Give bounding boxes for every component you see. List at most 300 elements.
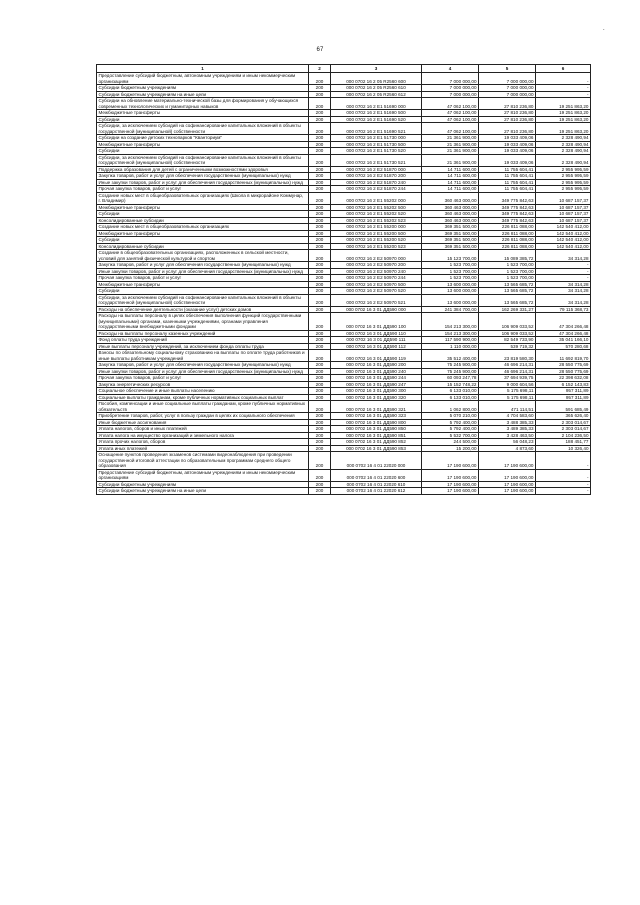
row-line-code-cell: 200: [309, 116, 331, 123]
row-name-cell: Предоставление субсидий бюджетным, автономным учреждениям и иным некоммерческим организациям: [97, 73, 309, 85]
table-row: [97, 250, 591, 262]
row-name-cell: Предоставление субсидий бюджетным, автономным учреждениям и иным некоммерческим организациям: [97, 469, 309, 481]
row-executed-cell: 27 810 236,80: [479, 110, 536, 117]
row-name-cell: Уплата прочих налогов, сборов: [97, 439, 309, 446]
row-approved-cell: 15 200,00: [422, 445, 479, 452]
row-executed-cell: 27 810 236,80: [479, 123, 536, 135]
row-line-code-cell: 200: [309, 288, 331, 295]
row-approved-cell: 154 213 300,00: [422, 313, 479, 331]
row-budget-code-cell: 000 0702 16 2 E2 50970 200: [331, 262, 422, 269]
row-executed-cell: 82 549 733,90: [479, 337, 536, 344]
row-executed-cell: 349 775 842,63: [479, 204, 536, 211]
row-line-code-cell: 200: [309, 237, 331, 244]
table-row: [97, 488, 591, 495]
row-line-code-cell: 200: [309, 98, 331, 110]
row-unexecuted-cell: 570 280,68: [536, 343, 591, 350]
row-name-cell: Расходы на выплаты персоналу казенных учреждений: [97, 330, 309, 337]
row-approved-cell: 1 523 700,00: [422, 262, 479, 269]
row-unexecuted-cell: 2 328 490,94: [536, 135, 591, 142]
column-header-budget-code: 3: [331, 65, 422, 73]
row-unexecuted-cell: 34 314,28: [536, 288, 591, 295]
row-executed-cell: 23 819 580,30: [479, 350, 536, 362]
row-approved-cell: 6 133 010,00: [422, 394, 479, 401]
row-budget-code-cell: 000 0702 16 2 E2 50970 520: [331, 288, 422, 295]
row-budget-code-cell: 000 0702 16 2 E1 55200 000: [331, 224, 422, 231]
row-executed-cell: 349 775 842,63: [479, 217, 536, 224]
row-line-code-cell: 200: [309, 306, 331, 313]
row-unexecuted-cell: 142 540 412,00: [536, 224, 591, 231]
row-approved-cell: 47 062 100,00: [422, 98, 479, 110]
row-name-cell: Уплата иных платежей: [97, 445, 309, 452]
row-line-code-cell: 200: [309, 313, 331, 331]
table-row: [97, 452, 591, 470]
row-unexecuted-cell: 10 687 157,37: [536, 211, 591, 218]
row-executed-cell: 162 269 331,27: [479, 306, 536, 313]
table-body: [97, 73, 591, 495]
row-unexecuted-cell: -: [536, 452, 591, 470]
row-unexecuted-cell: -: [536, 481, 591, 488]
row-approved-cell: 7 000 000,00: [422, 85, 479, 92]
row-budget-code-cell: 000 0702 16 3 01 ДД590 320: [331, 394, 422, 401]
row-name-cell: Расходы на выплаты персоналу в целях обеспечения выполнения функций государственными (муниципальными) органами, казенными учреждениями, органами управления государственными внебюджетными фондами: [97, 313, 309, 331]
row-name-cell: Субсидии: [97, 237, 309, 244]
row-budget-code-cell: 000 0702 16 2 E1 51690 520: [331, 116, 422, 123]
row-line-code-cell: 200: [309, 481, 331, 488]
row-budget-code-cell: 000 0702 16 3 01 ДД590 111: [331, 337, 422, 344]
row-executed-cell: 11 755 604,41: [479, 186, 536, 193]
row-approved-cell: 13 600 000,00: [422, 288, 479, 295]
table-row: [97, 350, 591, 362]
row-line-code-cell: 200: [309, 85, 331, 92]
row-budget-code-cell: 000 0702 16 4 01 22020 612: [331, 488, 422, 495]
row-line-code-cell: 200: [309, 148, 331, 155]
row-line-code-cell: 200: [309, 179, 331, 186]
row-approved-cell: 47 062 100,00: [422, 123, 479, 135]
row-line-code-cell: 200: [309, 343, 331, 350]
row-unexecuted-cell: -: [536, 73, 591, 85]
row-unexecuted-cell: 10 687 157,37: [536, 217, 591, 224]
row-line-code-cell: 200: [309, 452, 331, 470]
row-name-cell: Фонд оплаты труда учреждений: [97, 337, 309, 344]
row-line-code-cell: 200: [309, 135, 331, 142]
row-unexecuted-cell: 34 314,28: [536, 294, 591, 306]
row-approved-cell: 17 190 600,00: [422, 481, 479, 488]
row-unexecuted-cell: -: [536, 91, 591, 98]
row-approved-cell: 1 062 800,00: [422, 401, 479, 413]
row-approved-cell: 5 792 400,00: [422, 426, 479, 433]
row-executed-cell: 1 523 700,00: [479, 262, 536, 269]
row-approved-cell: 13 600 000,00: [422, 294, 479, 306]
row-line-code-cell: 200: [309, 432, 331, 439]
row-approved-cell: 154 213 300,00: [422, 330, 479, 337]
row-unexecuted-cell: 10 687 157,37: [536, 192, 591, 204]
row-executed-cell: 1 523 700,00: [479, 275, 536, 282]
row-budget-code-cell: 000 0702 16 3 01 ДД590 244: [331, 375, 422, 382]
row-approved-cell: 17 190 600,00: [422, 488, 479, 495]
row-executed-cell: 4 704 583,60: [479, 413, 536, 420]
row-budget-code-cell: 000 0702 16 3 01 ДД590 800: [331, 419, 422, 426]
row-executed-cell: 7 000 000,00: [479, 73, 536, 85]
row-name-cell: Закупка товаров, работ и услуг для обеспечения государственных (муниципальных) нужд: [97, 262, 309, 269]
row-unexecuted-cell: 142 540 412,00: [536, 237, 591, 244]
row-line-code-cell: 200: [309, 362, 331, 369]
row-approved-cell: 7 000 000,00: [422, 73, 479, 85]
row-unexecuted-cell: 2 303 014,67: [536, 419, 591, 426]
row-unexecuted-cell: -: [536, 85, 591, 92]
row-line-code-cell: 200: [309, 350, 331, 362]
row-name-cell: Субсидии, за исключением субсидий на софинансирование капитальных вложений в объекты государственной (муниципальной) собственности: [97, 123, 309, 135]
row-line-code-cell: 200: [309, 413, 331, 420]
row-name-cell: Иные бюджетные ассигнования: [97, 419, 309, 426]
row-executed-cell: 13 565 685,72: [479, 281, 536, 288]
row-name-cell: Субсидии на обновление материально-технической базы для формирования у обучающихся современных технологических и гуманитарных навыков: [97, 98, 309, 110]
row-line-code-cell: 200: [309, 217, 331, 224]
row-executed-cell: 19 033 409,06: [479, 154, 536, 166]
row-executed-cell: 11 755 604,41: [479, 179, 536, 186]
row-unexecuted-cell: 2 955 995,59: [536, 179, 591, 186]
row-budget-code-cell: 000 0702 16 2 05 R2560 612: [331, 91, 422, 98]
row-name-cell: Взносы по обязательному социальному страхованию на выплаты по оплате труда работников и иные выплаты работникам учреждений: [97, 350, 309, 362]
row-name-cell: Закупка товаров, работ и услуг для обеспечения государственных (муниципальных) нужд: [97, 362, 309, 369]
row-unexecuted-cell: 365 626,40: [536, 413, 591, 420]
row-budget-code-cell: 000 0702 16 4 01 22020 600: [331, 469, 422, 481]
row-executed-cell: 3 428 463,50: [479, 432, 536, 439]
row-line-code-cell: 200: [309, 204, 331, 211]
row-line-code-cell: 200: [309, 375, 331, 382]
row-approved-cell: 15 152 748,22: [422, 381, 479, 388]
row-line-code-cell: 200: [309, 166, 331, 173]
row-approved-cell: 7 000 000,00: [422, 91, 479, 98]
row-approved-cell: 14 711 600,00: [422, 173, 479, 180]
row-line-code-cell: 200: [309, 368, 331, 375]
row-unexecuted-cell: 11 692 819,70: [536, 350, 591, 362]
row-executed-cell: 7 000 000,00: [479, 85, 536, 92]
row-line-code-cell: 200: [309, 141, 331, 148]
row-line-code-cell: 200: [309, 224, 331, 231]
row-budget-code-cell: 000 0702 16 4 01 22020 610: [331, 481, 422, 488]
row-budget-code-cell: 000 0702 16 3 01 ДД590 100: [331, 313, 422, 331]
row-line-code-cell: 200: [309, 381, 331, 388]
row-unexecuted-cell: 957 311,89: [536, 388, 591, 395]
row-line-code-cell: 200: [309, 262, 331, 269]
row-name-cell: Расходы на обеспечение деятельности (оказание услуг) детских домов: [97, 306, 309, 313]
row-approved-cell: 21 361 900,00: [422, 154, 479, 166]
row-executed-cell: 226 811 088,00: [479, 237, 536, 244]
row-line-code-cell: 200: [309, 110, 331, 117]
row-budget-code-cell: 000 0702 16 3 01 ДД590 300: [331, 388, 422, 395]
row-executed-cell: 13 565 685,72: [479, 294, 536, 306]
row-approved-cell: 14 711 600,00: [422, 179, 479, 186]
row-budget-code-cell: 000 0702 16 2 E1 55200 523: [331, 243, 422, 250]
row-name-cell: Субсидии: [97, 148, 309, 155]
row-unexecuted-cell: 957 311,89: [536, 394, 591, 401]
row-executed-cell: 27 810 236,80: [479, 116, 536, 123]
row-approved-cell: 360 463 000,00: [422, 204, 479, 211]
row-name-cell: Иные закупки товаров, работ и услуг для обеспечения государственных (муниципальных) нужд: [97, 368, 309, 375]
row-name-cell: Закупка энергетических ресурсов: [97, 381, 309, 388]
row-budget-code-cell: 000 0702 16 2 E1 51690 521: [331, 123, 422, 135]
row-unexecuted-cell: 19 251 863,20: [536, 116, 591, 123]
row-name-cell: Субсидии на создание детских технопарков "Кванториум": [97, 135, 309, 142]
row-unexecuted-cell: 19 251 863,20: [536, 110, 591, 117]
row-approved-cell: 117 590 900,00: [422, 337, 479, 344]
row-name-cell: Иные закупки товаров, работ и услуг для обеспечения государственных (муниципальных) нужд: [97, 268, 309, 275]
row-executed-cell: 5 175 698,11: [479, 388, 536, 395]
column-header-name: 1: [97, 65, 309, 73]
row-executed-cell: 106 909 033,52: [479, 313, 536, 331]
row-line-code-cell: 200: [309, 250, 331, 262]
row-line-code-cell: 200: [309, 281, 331, 288]
row-budget-code-cell: 000 0702 16 3 01 ДД590 850: [331, 426, 422, 433]
row-unexecuted-cell: 2 303 014,67: [536, 426, 591, 433]
row-executed-cell: 19 033 409,06: [479, 141, 536, 148]
row-budget-code-cell: 000 0702 16 2 E2 50970 000: [331, 250, 422, 262]
row-budget-code-cell: 000 0702 16 3 01 ДД590 112: [331, 343, 422, 350]
row-name-cell: Субсидии бюджетным учреждениям на иные цели: [97, 488, 309, 495]
row-approved-cell: 75 245 900,00: [422, 368, 479, 375]
row-unexecuted-cell: -: [536, 268, 591, 275]
budget-execution-table: [96, 64, 591, 495]
row-unexecuted-cell: 10 326,40: [536, 445, 591, 452]
row-executed-cell: 17 190 600,00: [479, 469, 536, 481]
row-unexecuted-cell: 19 251 863,20: [536, 123, 591, 135]
row-name-cell: Межбюджетные трансферты: [97, 141, 309, 148]
row-executed-cell: 471 114,51: [479, 401, 536, 413]
row-name-cell: Приобретение товаров, работ, услуг в пользу граждан в целях их социального обеспечения: [97, 413, 309, 420]
row-unexecuted-cell: 142 540 412,00: [536, 243, 591, 250]
row-budget-code-cell: 000 0702 16 2 E1 51730 500: [331, 141, 422, 148]
row-budget-code-cell: 000 0702 16 3 01 ДД590 119: [331, 350, 422, 362]
row-approved-cell: 360 463 000,00: [422, 192, 479, 204]
row-budget-code-cell: 000 0702 16 3 01 ДД590 853: [331, 445, 422, 452]
row-executed-cell: 13 565 685,72: [479, 288, 536, 295]
row-executed-cell: 11 755 604,41: [479, 166, 536, 173]
row-unexecuted-cell: 142 540 412,00: [536, 230, 591, 237]
row-unexecuted-cell: 6 152 143,83: [536, 381, 591, 388]
row-name-cell: Субсидии бюджетным учреждениям: [97, 85, 309, 92]
row-budget-code-cell: 000 0702 16 3 01 ДД590 852: [331, 439, 422, 446]
row-budget-code-cell: 000 0702 16 2 E2 50970 500: [331, 281, 422, 288]
row-budget-code-cell: 000 0702 16 2 E1 55200 520: [331, 237, 422, 244]
row-approved-cell: 60 093 247,78: [422, 375, 479, 382]
table-row: [97, 401, 591, 413]
row-executed-cell: 46 696 214,31: [479, 362, 536, 369]
table-row: [97, 294, 591, 306]
row-executed-cell: 226 811 088,00: [479, 230, 536, 237]
row-unexecuted-cell: 10 687 157,37: [536, 204, 591, 211]
table-row: [97, 123, 591, 135]
row-approved-cell: 21 361 900,00: [422, 148, 479, 155]
row-budget-code-cell: 000 0702 16 2 E2 50970 521: [331, 294, 422, 306]
row-approved-cell: 369 351 500,00: [422, 237, 479, 244]
row-line-code-cell: 200: [309, 488, 331, 495]
row-line-code-cell: 200: [309, 186, 331, 193]
row-name-cell: Иные выплаты персоналу учреждений, за исключением фонда оплаты труда: [97, 343, 309, 350]
row-line-code-cell: 200: [309, 230, 331, 237]
row-unexecuted-cell: 2 328 490,94: [536, 154, 591, 166]
row-name-cell: Прочая закупка товаров, работ и услуг: [97, 375, 309, 382]
table-row: [97, 313, 591, 331]
column-header-approved: 4: [422, 65, 479, 73]
row-budget-code-cell: 000 0702 16 2 E1 55202 500: [331, 204, 422, 211]
row-budget-code-cell: 000 0702 16 2 E1 51690 000: [331, 98, 422, 110]
row-unexecuted-cell: -: [536, 488, 591, 495]
row-line-code-cell: 200: [309, 211, 331, 218]
row-executed-cell: 9 000 604,56: [479, 381, 536, 388]
row-executed-cell: 5 175 698,11: [479, 394, 536, 401]
row-name-cell: Консолидированные субсидии: [97, 243, 309, 250]
row-budget-code-cell: 000 0702 16 2 E2 50970 240: [331, 268, 422, 275]
row-executed-cell: 539 719,32: [479, 343, 536, 350]
row-budget-code-cell: 000 0702 16 2 05 R2560 610: [331, 85, 422, 92]
row-executed-cell: 3 488 385,33: [479, 419, 536, 426]
row-unexecuted-cell: 35 041 166,10: [536, 337, 591, 344]
row-budget-code-cell: 000 0702 16 2 E1 55202 523: [331, 217, 422, 224]
row-approved-cell: 17 190 600,00: [422, 469, 479, 481]
row-executed-cell: 7 000 000,00: [479, 91, 536, 98]
row-line-code-cell: 200: [309, 388, 331, 395]
column-header-unexecuted: 6: [536, 65, 591, 73]
row-budget-code-cell: 000 0702 16 3 01 ДД590 321: [331, 401, 422, 413]
row-unexecuted-cell: 79 115 368,73: [536, 306, 591, 313]
row-approved-cell: 241 384 700,00: [422, 306, 479, 313]
row-unexecuted-cell: 28 550 775,69: [536, 368, 591, 375]
row-budget-code-cell: 000 0702 16 2 E1 55200 500: [331, 230, 422, 237]
row-line-code-cell: 200: [309, 91, 331, 98]
row-budget-code-cell: 000 0702 16 2 E2 51870 240: [331, 179, 422, 186]
row-unexecuted-cell: -: [536, 469, 591, 481]
row-approved-cell: 13 600 000,00: [422, 281, 479, 288]
row-name-cell: Создание новых мест в общеобразовательных организациях (Школа в микрорайоне Коммунар, г. Владимир): [97, 192, 309, 204]
row-budget-code-cell: 000 0702 16 2 E2 51870 000: [331, 166, 422, 173]
row-name-cell: Субсидии: [97, 211, 309, 218]
row-executed-cell: 226 811 088,00: [479, 243, 536, 250]
row-executed-cell: 226 811 088,00: [479, 224, 536, 231]
row-approved-cell: 21 361 900,00: [422, 141, 479, 148]
row-name-cell: Субсидии бюджетным учреждениям: [97, 481, 309, 488]
row-line-code-cell: 200: [309, 268, 331, 275]
row-name-cell: Оснащение пунктов проведения экзаменов системами видеонаблюдения при проведении государственной итоговой аттестации по образовательным программам среднего общего образования: [97, 452, 309, 470]
row-budget-code-cell: 000 0702 16 2 E1 51730 000: [331, 135, 422, 142]
page-number: 67: [316, 47, 324, 53]
row-unexecuted-cell: 2 955 995,59: [536, 186, 591, 193]
table-row: [97, 73, 591, 85]
row-budget-code-cell: 000 0702 16 2 E1 55202 520: [331, 211, 422, 218]
row-line-code-cell: 200: [309, 337, 331, 344]
row-unexecuted-cell: -: [536, 275, 591, 282]
row-approved-cell: 1 523 700,00: [422, 268, 479, 275]
row-executed-cell: 19 033 409,06: [479, 135, 536, 142]
column-header-line-code: 2: [309, 65, 331, 73]
row-line-code-cell: 200: [309, 173, 331, 180]
row-unexecuted-cell: 34 314,28: [536, 281, 591, 288]
row-executed-cell: 11 755 604,41: [479, 173, 536, 180]
row-executed-cell: 349 775 842,63: [479, 211, 536, 218]
row-approved-cell: 47 062 100,00: [422, 110, 479, 117]
row-unexecuted-cell: 19 251 863,20: [536, 98, 591, 110]
row-name-cell: Социальное обеспечение и иные выплаты населению: [97, 388, 309, 395]
row-executed-cell: 27 810 236,80: [479, 98, 536, 110]
row-executed-cell: 15 089 385,72: [479, 250, 536, 262]
row-name-cell: Консолидированные субсидии: [97, 217, 309, 224]
row-name-cell: Межбюджетные трансферты: [97, 281, 309, 288]
row-approved-cell: 369 351 500,00: [422, 230, 479, 237]
row-unexecuted-cell: 34 314,28: [536, 250, 591, 262]
row-line-code-cell: 200: [309, 123, 331, 135]
table-row: [97, 154, 591, 166]
row-unexecuted-cell: 47 304 266,48: [536, 330, 591, 337]
row-unexecuted-cell: 188 451,77: [536, 439, 591, 446]
row-line-code-cell: 200: [309, 469, 331, 481]
row-approved-cell: 14 711 600,00: [422, 186, 479, 193]
row-name-cell: Субсидии: [97, 116, 309, 123]
row-approved-cell: 6 133 010,00: [422, 388, 479, 395]
row-name-cell: Прочая закупка товаров, работ и услуг: [97, 186, 309, 193]
row-budget-code-cell: 000 0702 16 3 01 ДД590 200: [331, 362, 422, 369]
row-line-code-cell: 200: [309, 275, 331, 282]
row-line-code-cell: 200: [309, 445, 331, 452]
row-executed-cell: 3 489 385,33: [479, 426, 536, 433]
row-line-code-cell: 200: [309, 439, 331, 446]
row-approved-cell: 47 062 100,00: [422, 116, 479, 123]
row-budget-code-cell: 000 0702 16 3 01 ДД590 000: [331, 306, 422, 313]
column-header-executed: 5: [479, 65, 536, 73]
row-line-code-cell: 200: [309, 426, 331, 433]
row-budget-code-cell: 000 0702 16 3 01 ДД590 323: [331, 413, 422, 420]
row-budget-code-cell: 000 0702 16 3 01 ДД590 851: [331, 432, 422, 439]
row-name-cell: Создание новых мест в общеобразовательных организациях: [97, 224, 309, 231]
row-budget-code-cell: 000 0702 16 2 05 R2560 600: [331, 73, 422, 85]
row-approved-cell: 1 523 700,00: [422, 275, 479, 282]
row-unexecuted-cell: 2 328 490,94: [536, 148, 591, 155]
row-executed-cell: 46 696 214,31: [479, 368, 536, 375]
row-name-cell: Поддержка образования для детей с ограниченными возможностями здоровья: [97, 166, 309, 173]
row-name-cell: Прочая закупка товаров, работ и услуг: [97, 275, 309, 282]
row-approved-cell: 5 070 210,00: [422, 413, 479, 420]
row-name-cell: Пособия, компенсации и иные социальные выплаты гражданам, кроме публичных нормативных обязательств: [97, 401, 309, 413]
row-budget-code-cell: 000 0702 16 3 01 ДД590 247: [331, 381, 422, 388]
row-line-code-cell: 200: [309, 419, 331, 426]
row-name-cell: Иные закупки товаров, работ и услуг для обеспечения государственных (муниципальных) нужд: [97, 179, 309, 186]
row-budget-code-cell: 000 0702 16 3 01 ДД590 110: [331, 330, 422, 337]
row-line-code-cell: 200: [309, 243, 331, 250]
corner-mark: .: [603, 26, 605, 32]
row-line-code-cell: 200: [309, 401, 331, 413]
row-name-cell: Субсидии: [97, 288, 309, 295]
row-unexecuted-cell: 2 955 995,59: [536, 166, 591, 173]
table-header-row: [97, 65, 591, 73]
row-budget-code-cell: 000 0702 16 2 E1 51690 500: [331, 110, 422, 117]
row-unexecuted-cell: 22 398 632,08: [536, 375, 591, 382]
row-name-cell: Закупка товаров, работ и услуг для обеспечения государственных (муниципальных) нужд: [97, 173, 309, 180]
row-name-cell: Уплата налогов, сборов и иных платежей: [97, 426, 309, 433]
row-unexecuted-cell: 591 685,49: [536, 401, 591, 413]
row-approved-cell: 35 512 400,00: [422, 350, 479, 362]
row-line-code-cell: 200: [309, 330, 331, 337]
row-line-code-cell: 200: [309, 192, 331, 204]
row-approved-cell: 21 361 900,00: [422, 135, 479, 142]
row-executed-cell: 349 775 842,63: [479, 192, 536, 204]
row-approved-cell: 360 463 000,00: [422, 211, 479, 218]
row-budget-code-cell: 000 0702 16 2 E2 51870 200: [331, 173, 422, 180]
row-executed-cell: 1 523 700,00: [479, 268, 536, 275]
row-line-code-cell: 200: [309, 73, 331, 85]
row-executed-cell: 19 033 409,06: [479, 148, 536, 155]
row-approved-cell: 1 110 000,00: [422, 343, 479, 350]
row-budget-code-cell: 000 0702 16 3 01 ДД590 240: [331, 368, 422, 375]
row-unexecuted-cell: 2 955 995,59: [536, 173, 591, 180]
row-approved-cell: 14 711 600,00: [422, 166, 479, 173]
